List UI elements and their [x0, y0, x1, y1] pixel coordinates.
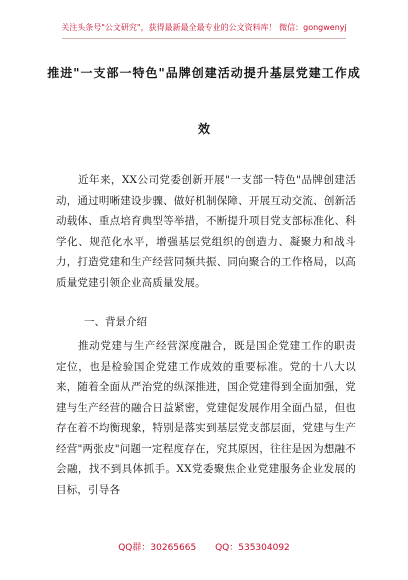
- document-title: 推进"一支部一特色"品牌创建活动提升基层党建工作成: [47, 66, 361, 80]
- footer-qq-group: QQ群：30265665: [118, 543, 197, 553]
- document-title-continued: 效: [197, 122, 210, 136]
- footer-contact: [0, 540, 408, 553]
- footer-qq: QQ：535304092: [215, 543, 290, 553]
- intro-paragraph: 近年来，XX公司党委创新开展"一支部一特色"品牌创建活动，通过明晰建设步骤、做好机制保障、开展互动交流、创新活动载体、重点培育典型等举措，不断提升项目党支部标准化、科学化、规范化水平，增强基层党组织的创造力、凝聚力和战斗力，打造党建和生产经营同频共振、同向聚合的工作格局，以高质量党建引领企业高质量发展。: [56, 174, 356, 289]
- header-divider: [62, 38, 346, 39]
- header-banner: 关注头条号"公文研究"，获得最新最全最专业的公文资料库！ 微信：gongwenyj: [61, 23, 347, 32]
- background-paragraph: 推动党建与生产经营深度融合，既是国企党建工作的职责定位，也是检验国企党建工作成效的重要标准。党的十八大以来，随着全面从严治党的纵深推进，国企党建得到全面加强，党建与生产经营的融合日益紧密，党建促发展作用全面凸显，但也存在着不均衡现象，特别是落实到基层党支部层面，党建与生产经营"两张皮"问题一定程度存在，究其原因，往往是因为想融不会融，找不到具体抓手。XX党委聚焦企业党建服务企业发展的目标，引导各: [56, 340, 356, 496]
- section-heading: 一、背景介绍: [84, 316, 147, 328]
